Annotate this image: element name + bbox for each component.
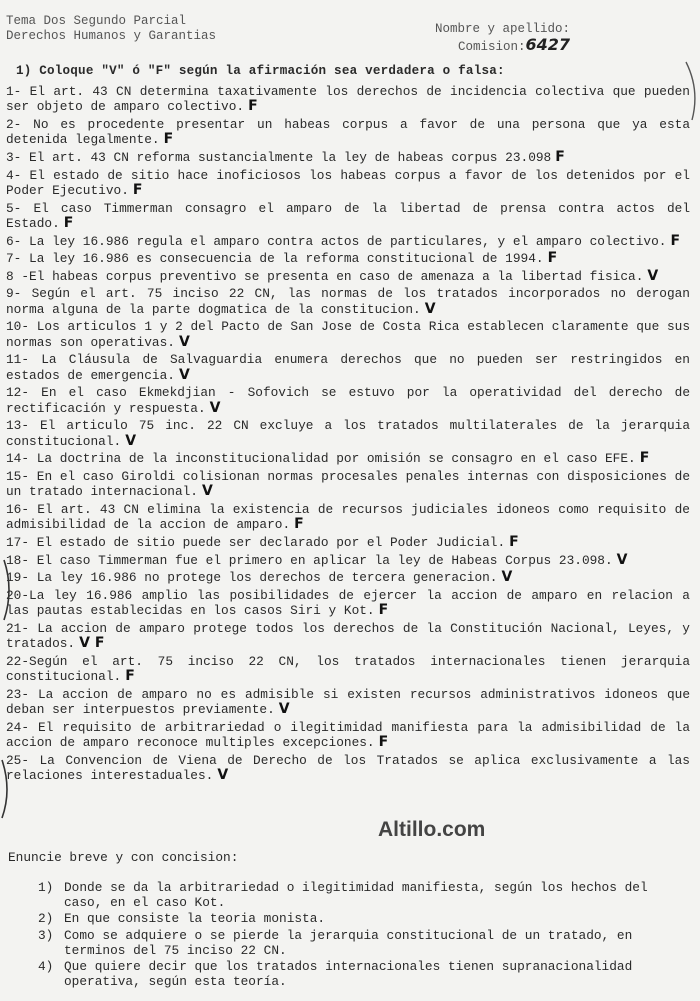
question-item — [6, 654, 690, 685]
handwritten-answer: F — [248, 98, 258, 115]
question-text: 12- En el caso Ekmekdjian - Sofovich se estuvo por la operatividad del derecho de rectificación y respuesta. — [6, 385, 690, 416]
comision-value: 6427 — [525, 35, 571, 54]
handwritten-answer: F — [63, 215, 74, 231]
open-question-item — [38, 911, 693, 926]
question-text: 4- El estado de sitio hace inoficiosos los habeas corpus a favor de los detenidos por el Poder Ejecutivo. — [6, 167, 690, 198]
question-text: 5- El caso Timmerman consagro el amparo de la libertad de prensa contra actos del Estado. — [6, 200, 690, 231]
question-text: 24- El requisito de arbitrariedad o ilegitimidad manifiesta para la admisibilidad de la accion de amparo reconoce multiples excepciones. — [6, 719, 690, 751]
question-text: 1- El art. 43 CN determina taxativamente los derechos de incidencia colectiva que pueden ser objeto de amparo colectivo. — [6, 84, 690, 115]
question-text: 20-La ley 16.986 amplio las posibilidades de ejercer la accion de amparo en relacion a las pautas establecidas en los casos Siri y Kot. — [6, 587, 690, 619]
question-text: 25- La Convencion de Viena de Derecho de los Tratados se aplica exclusivamente a las relaciones interestaduales. — [6, 752, 690, 784]
handwritten-answer: F — [163, 131, 174, 148]
exam-header-right — [402, 22, 570, 55]
open-questions — [38, 880, 693, 990]
question-item — [6, 117, 690, 148]
true-false-questions — [6, 84, 690, 786]
question-item — [6, 286, 690, 317]
question-item — [6, 352, 690, 383]
open-question-item — [38, 880, 693, 910]
question-item — [6, 84, 690, 115]
question-item — [6, 720, 690, 751]
question-item — [6, 535, 690, 550]
question-item — [6, 385, 690, 416]
open-question-item — [38, 959, 693, 989]
open-question-text: En que consiste la teoria monista. — [64, 911, 326, 927]
course-name: Derechos Humanos y Garantias — [6, 29, 217, 43]
question-item — [6, 150, 690, 165]
open-question-text: Donde se da la arbitrariedad o ilegitimidad manifiesta, según los hechos del caso, en el caso Kot. — [64, 880, 648, 911]
question-text: 23- La accion de amparo no es admisible si existen recursos administrativos idoneos que deban ser interpuestos previamente. — [6, 686, 690, 718]
question-item — [6, 201, 690, 232]
handwritten-answer: F — [509, 533, 519, 550]
question-text: 10- Los articulos 1 y 2 del Pacto de San Jose de Costa Rica establecen claramente que sus normas son operativas. — [6, 319, 690, 350]
question-text: 19- La ley 16.986 no protege los derechos de tercera generacion. — [6, 570, 498, 586]
question-text: 2- No es procedente presentar un habeas corpus a favor de una persona que ya esta detenida legalmente. — [6, 117, 690, 148]
question-item — [6, 570, 690, 585]
question-item — [6, 502, 690, 533]
open-question-text: Que quiere decir que los tratados internacionales tienen supranacionalidad operativa, según esta teoría. — [64, 959, 633, 990]
handwritten-answer: V — [647, 267, 659, 284]
question-item — [6, 269, 690, 284]
handwritten-answer: V — [616, 551, 628, 568]
handwritten-answer: V — [278, 701, 290, 718]
question-text: 11- La Cláusula de Salvaguardia enumera derechos que no pueden ser restringidos en estados de emergencia. — [6, 352, 690, 383]
question-text: 3- El art. 43 CN reforma sustancialmente la ley de habeas corpus 23.098 — [6, 150, 552, 165]
comision-label: Comision: — [458, 40, 526, 54]
open-question-text: Como se adquiere o se pierde la jerarquia constitucional de un tratado, en terminos del 75 inciso 22 CN. — [64, 927, 633, 958]
handwritten-answer: F — [555, 149, 565, 165]
handwritten-answer: F — [670, 232, 681, 249]
question-item — [6, 687, 690, 718]
question-text: 15- En el caso Giroldi colisionan normas procesales penales internas con disposiciones de un tratado internacional. — [6, 468, 690, 500]
question-text: 14- La doctrina de la inconstitucionalidad por omisión se consagro en el caso EFE. — [6, 451, 636, 467]
handwritten-answer: F — [547, 250, 558, 267]
question-text: 16- El art. 43 CN elimina la existencia de recursos judiciales idoneos como requisito de admisibilidad de la accion de amparo. — [6, 501, 690, 533]
handwritten-answer: F — [294, 516, 304, 533]
question-item — [6, 621, 690, 652]
question-text: 8 -El habeas corpus preventivo se presenta en caso de amenaza a la libertad fisica. — [6, 268, 644, 284]
handwritten-answer: F — [378, 602, 389, 619]
handwritten-answer: V — [125, 432, 137, 449]
section-2-title: Enuncie breve y con concision: — [8, 850, 239, 865]
handwritten-answer: V — [178, 366, 190, 383]
open-question-item — [38, 928, 693, 958]
open-question-number: 1) — [38, 880, 54, 895]
question-item — [6, 234, 690, 249]
handwritten-answer: F — [125, 668, 135, 685]
open-question-number: 2) — [38, 911, 54, 927]
handwritten-answer: V — [424, 300, 436, 317]
question-item — [6, 553, 690, 568]
handwritten-answer: V F — [79, 635, 105, 652]
question-text: 13- El articulo 75 inc. 22 CN excluye a los tratados multilaterales de la jerarquia constitucional. — [6, 418, 690, 449]
handwritten-answer: V — [178, 333, 190, 350]
exam-topic: Tema Dos Segundo Parcial — [6, 14, 187, 28]
question-item — [6, 319, 690, 350]
open-question-number: 4) — [38, 959, 54, 975]
question-item — [6, 418, 690, 449]
question-item — [6, 588, 690, 619]
question-text: 7- La ley 16.986 es consecuencia de la reforma constitucional de 1994. — [6, 251, 544, 267]
watermark-logo: Altillo.com — [378, 818, 486, 841]
name-label: Nombre y apellido: — [435, 22, 571, 36]
handwritten-answer: V — [209, 399, 221, 416]
question-text: 6- La ley 16.986 regula el amparo contra actos de particulares, y el amparo colectivo. — [6, 233, 667, 249]
handwritten-answer: V — [501, 569, 513, 586]
question-item — [6, 451, 690, 466]
comision-line — [458, 37, 570, 55]
exam-header-left — [6, 14, 216, 44]
handwritten-answer: F — [132, 182, 143, 198]
question-item — [6, 753, 690, 784]
question-item — [6, 168, 690, 199]
question-text: 21- La accion de amparo protege todos los derechos de la Constitución Nacional, Leyes, y tratados. — [6, 620, 690, 652]
handwritten-answer: F — [639, 450, 650, 467]
question-text: 9- Según el art. 75 inciso 22 CN, las normas de los tratados incorporados no derogan norma alguna de la parte dogmatica de la constitucion. — [6, 286, 690, 317]
question-text: 22-Según el art. 75 inciso 22 CN, los tratados internacionales tienen jerarquia constitucional. — [6, 653, 690, 685]
handwritten-answer: V — [202, 483, 213, 500]
question-item — [6, 469, 690, 500]
handwritten-answer: F — [378, 734, 389, 751]
true-false-instruction: 1) Coloque "V" ó "F" según la afirmación sea verdadera o falsa: — [16, 64, 505, 78]
question-text: 17- El estado de sitio puede ser declarado por el Poder Judicial. — [6, 534, 506, 550]
question-text: 18- El caso Timmerman fue el primero en aplicar la ley de Habeas Corpus 23.098. — [6, 552, 613, 568]
handwritten-answer: V — [217, 767, 229, 784]
open-question-number: 3) — [38, 927, 54, 943]
question-item — [6, 251, 690, 266]
